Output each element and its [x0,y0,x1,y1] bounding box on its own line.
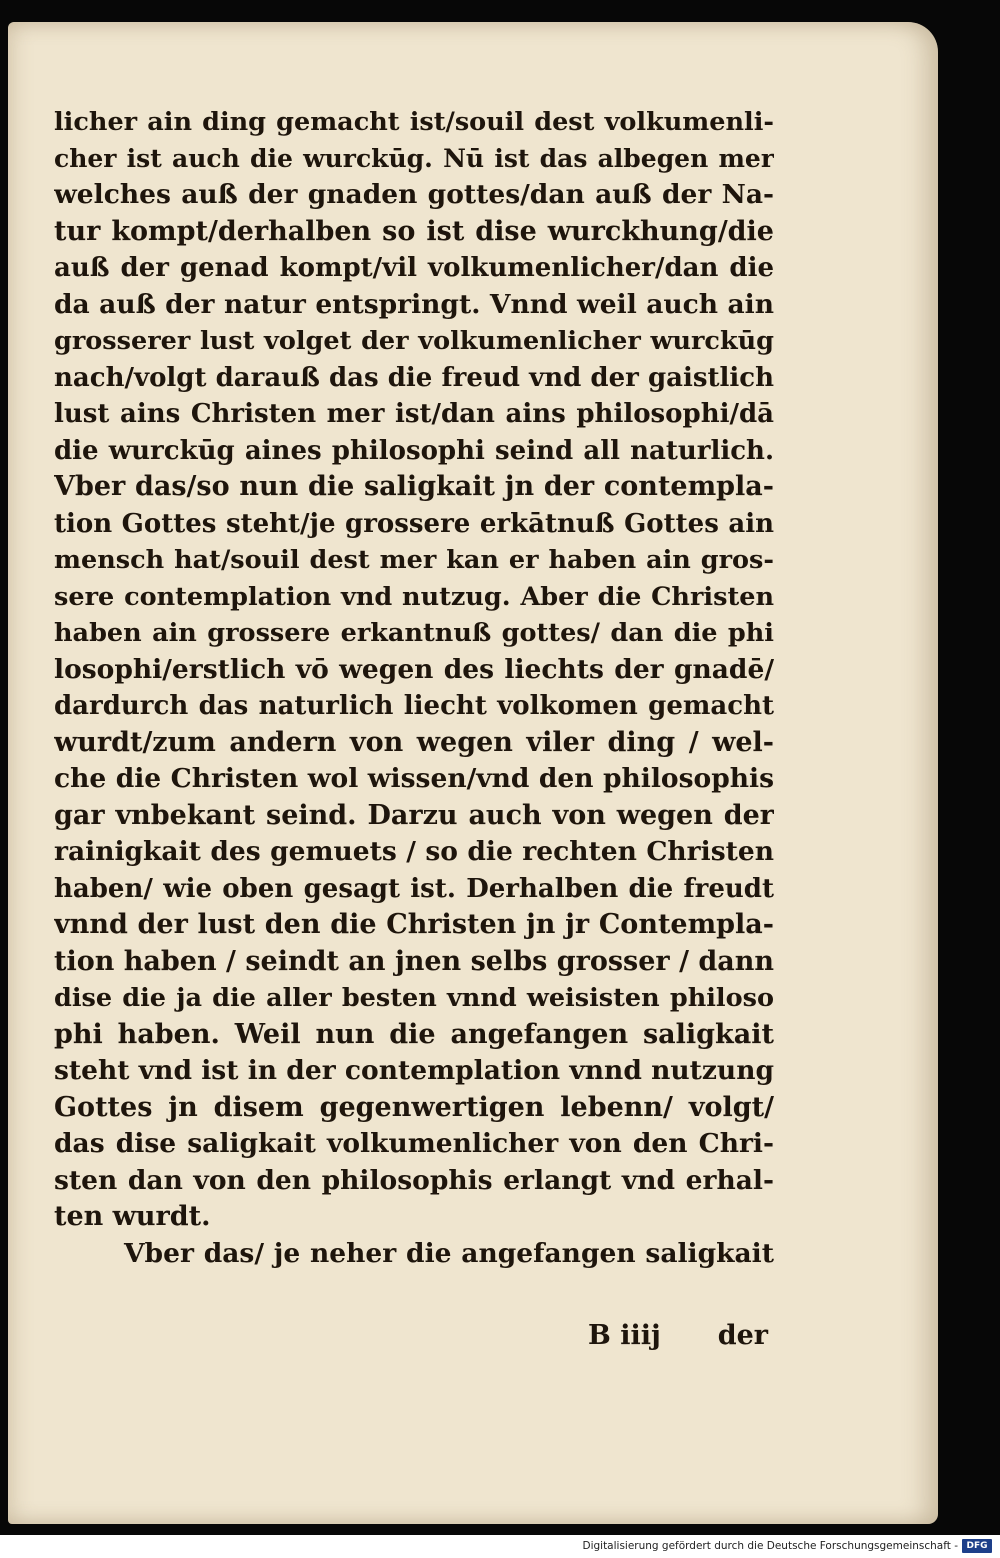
text-line: wurdt/zum andern von wegen viler ding / wel- [54,726,774,758]
text-line: mensch hat/souil dest mer kan er haben ain gros- [54,545,774,575]
book-page [8,22,938,1524]
text-line: sere contemplation vnd nutzug. Aber die Christen [54,581,774,612]
footer-bar [0,1535,1000,1558]
text-line: die wurckūg aines philosophi seind all naturlich. [54,435,774,466]
funding-credit: Digitalisierung gefördert durch die Deutsche Forschungsgemeinschaft - [582,1540,958,1552]
text-line: dardurch das naturlich liecht volkomen gemacht [54,691,774,721]
text-line: losophi/erstlich vō wegen des liechts der gnadē/ [54,653,774,685]
text-line: vnnd der lust den die Christen jn jr Contempla- [54,909,774,940]
catchword: der [717,1320,768,1351]
text-line: phi haben. Weil nun die angefangen saligkait [54,1018,774,1050]
paragraph-start-line: Vber das/ je neher die angefangen saligkait [124,1237,774,1269]
text-line: tion Gottes steht/je grossere erkātnuß Gottes ain [54,508,774,539]
text-line: Gottes jn disem gegenwertigen lebenn/ volgt/ [54,1091,774,1123]
text-line: steht vnd ist in der contemplation vnnd nutzung [54,1055,774,1086]
text-line: nach/volgt darauß das die freud vnd der gaistlich [54,362,774,393]
text-line: cher ist auch die wurckūg. Nū ist das albegen mer [54,143,774,173]
text-line: haben/ wie oben gesagt ist. Derhalben die freudt [54,873,774,904]
page-text [54,104,774,1272]
text-line: che die Christen wol wissen/vnd den philosophis [54,763,774,794]
text-line: tion haben / seindt an jnen selbs grosser / dann [54,945,774,977]
text-line: haben ain grossere erkantnuß gottes/ dan die phi [54,618,774,648]
text-line: gar vnbekant seind. Darzu auch von wegen der [54,799,774,831]
text-line: da auß der natur entspringt. Vnnd weil auch ain [54,288,774,320]
text-line: licher ain ding gemacht ist/souil dest volkumenli- [54,107,774,137]
text-line: Vber das/so nun die saligkait jn der contempla- [54,471,774,502]
text-line: sten dan von den philosophis erlangt vnd erhal- [54,1164,774,1196]
text-line: das dise saligkait volkumenlicher von den Chri- [54,1128,774,1159]
text-line: welches auß der gnaden gottes/dan auß der Na- [54,179,774,210]
text-line: rainigkait des gemuets / so die rechten Christen [54,836,774,867]
text-line: dise die ja die aller besten vnnd weisisten philoso [54,983,774,1013]
text-line: grosserer lust volget der volkumenlicher wurckūg [54,326,774,356]
text-line: lust ains Christen mer ist/dan ains philosophi/dā [54,399,774,429]
text-line: auß der genad kompt/vil volkumenlicher/dan die [54,253,774,283]
signature-mark: B iiij [588,1320,661,1351]
text-line: tur kompt/derhalben so ist dise wurckhung/die [54,215,774,247]
signature-and-catchword [588,1318,768,1354]
text-line: ten wurdt. [54,1201,211,1232]
dfg-logo: DFG [962,1539,992,1553]
